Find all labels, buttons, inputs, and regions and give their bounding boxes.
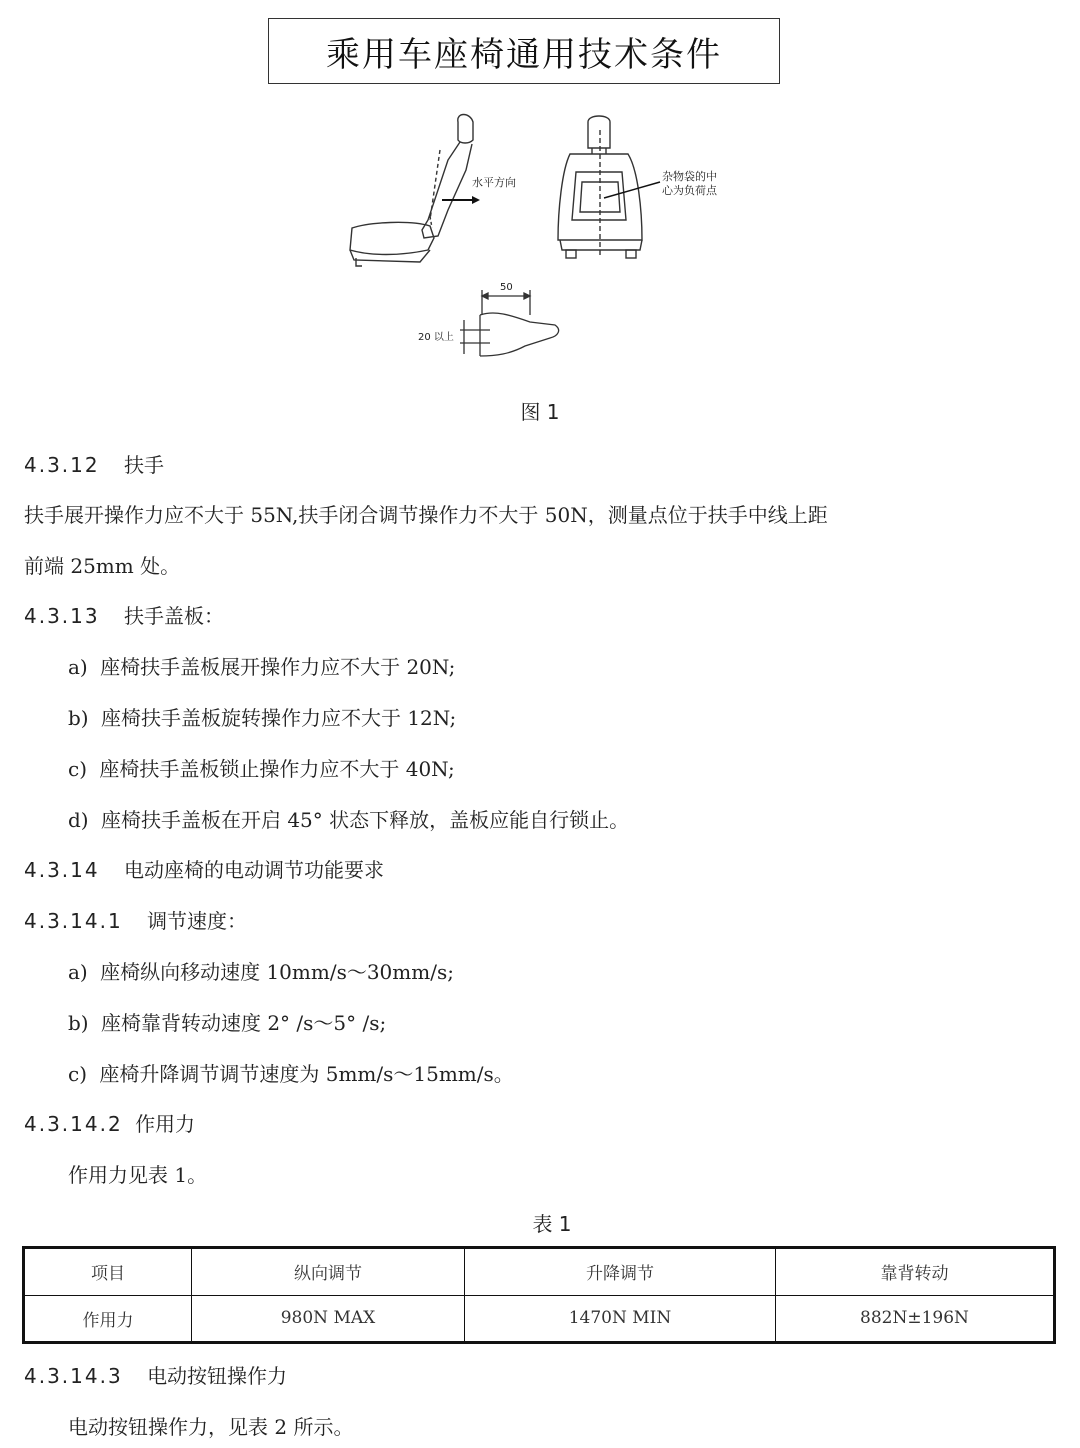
table-caption: 表 1	[532, 1212, 572, 1236]
list-text: 座椅升降调节调节速度为 5mm/s～15mm/s。	[99, 1062, 514, 1086]
list-item	[68, 1058, 514, 1087]
list-text: 座椅扶手盖板展开操作力应不大于 20N;	[100, 655, 456, 679]
section-4-3-12	[24, 449, 164, 478]
list-text: 座椅扶手盖板锁止操作力应不大于 40N;	[99, 757, 455, 781]
section-title: 作用力	[135, 1112, 196, 1136]
dim-20: 20 以上	[418, 332, 454, 343]
label-center-line2: 心为负荷点	[662, 184, 717, 197]
section-4-3-14-2	[24, 1108, 195, 1137]
table-cell: 项目	[24, 1248, 192, 1296]
section-text: 电动按钮操作力，见表 2 所示。	[68, 1415, 354, 1439]
seat-side-view	[350, 115, 473, 267]
armrest-text-line2: 前端 25mm 处。	[24, 554, 181, 578]
table-cell: 纵向调节	[192, 1248, 465, 1296]
table-cell: 升降调节	[465, 1248, 776, 1296]
section-number: 4.3.14.1	[24, 909, 123, 933]
list-text: 座椅靠背转动速度 2° /s～5° /s;	[100, 1011, 387, 1035]
section-number: 4.3.14	[24, 858, 100, 882]
list-marker: d)	[68, 808, 89, 832]
armrest-detail	[460, 290, 559, 356]
load-point-pointer	[604, 182, 660, 198]
section-number: 4.3.13	[24, 604, 100, 628]
section-number: 4.3.12	[24, 453, 100, 477]
section-4-3-13	[24, 600, 224, 629]
table-cell: 1470N MIN	[465, 1295, 776, 1343]
list-marker: b)	[68, 706, 89, 730]
label-horizontal: 水平方向	[472, 176, 516, 189]
section-title: 扶手	[123, 453, 164, 477]
list-text: 座椅扶手盖板旋转操作力应不大于 12N;	[100, 706, 457, 730]
section-number: 4.3.14.2	[24, 1112, 123, 1136]
table-cell: 980N MAX	[192, 1295, 465, 1343]
section-text: 作用力见表 1。	[68, 1163, 208, 1187]
table-cell: 作用力	[24, 1295, 192, 1343]
list-item	[68, 804, 629, 833]
section-title: 调节速度：	[147, 909, 248, 933]
list-item	[68, 956, 454, 985]
figure-caption: 图 1	[520, 400, 560, 424]
seat-figure	[330, 110, 750, 380]
list-item	[68, 1007, 386, 1036]
list-text: 座椅纵向移动速度 10mm/s～30mm/s;	[100, 960, 454, 984]
seat-back-view	[558, 116, 642, 258]
section-title: 电动座椅的电动调节功能要求	[123, 858, 384, 882]
list-text: 座椅扶手盖板在开启 45° 状态下释放，盖板应能自行锁止。	[100, 808, 630, 832]
horizontal-arrow	[442, 196, 480, 204]
section-title: 扶手盖板：	[123, 604, 224, 628]
table-header-row	[24, 1248, 1055, 1296]
list-marker: b)	[68, 1011, 89, 1035]
dim-50: 50	[500, 282, 513, 293]
table-1	[22, 1246, 1056, 1344]
table-cell: 882N±196N	[776, 1295, 1055, 1343]
list-item	[68, 702, 456, 731]
armrest-text-line1: 扶手展开操作力应不大于 55N,扶手闭合调节操作力不大于 50N，测量点位于扶手中线上距	[24, 503, 828, 527]
list-marker: c)	[68, 757, 88, 781]
document-title: 乘用车座椅通用技术条件	[268, 18, 780, 84]
list-marker: c)	[68, 1062, 88, 1086]
section-4-3-14-3	[24, 1360, 287, 1389]
table-row	[24, 1295, 1055, 1343]
label-center-line1: 杂物袋的中	[662, 170, 717, 183]
list-marker: a)	[68, 960, 88, 984]
list-item	[68, 753, 455, 782]
list-item	[68, 651, 455, 680]
table-cell: 靠背转动	[776, 1248, 1055, 1296]
section-number: 4.3.14.3	[24, 1364, 123, 1388]
section-4-3-14-1	[24, 905, 247, 934]
section-title: 电动按钮操作力	[147, 1364, 288, 1388]
section-4-3-14	[24, 854, 384, 883]
list-marker: a)	[68, 655, 88, 679]
